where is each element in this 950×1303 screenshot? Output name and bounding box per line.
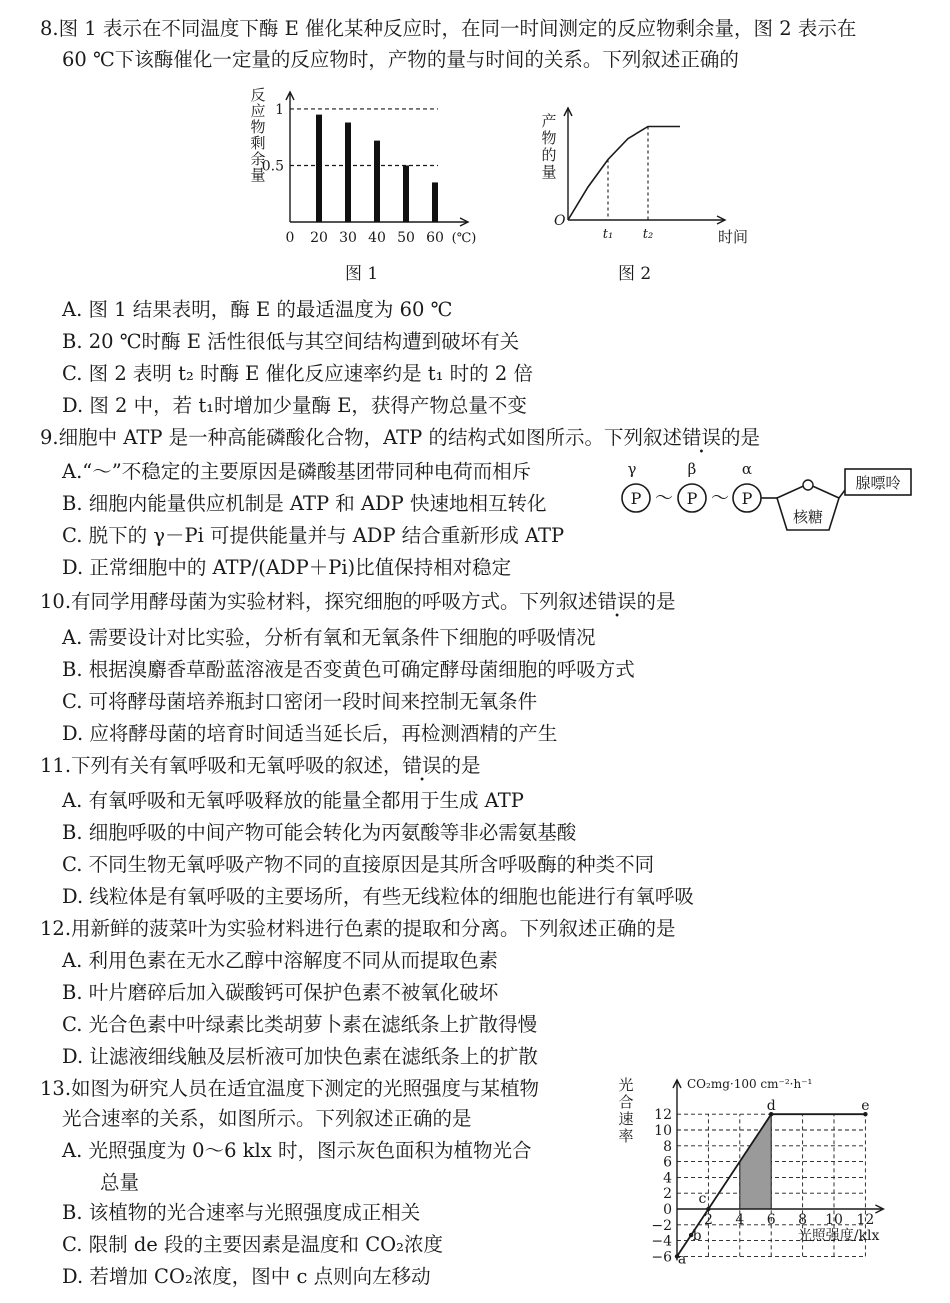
f3-y-tick-label: 8: [663, 1138, 672, 1155]
f3-x-label: 光照强度/klx: [797, 1228, 880, 1244]
q10-stem-emphasis: 错误: [597, 590, 637, 613]
q10-option-d: D. 应将酵母菌的培育时间适当延长后，再检测酒精的产生: [62, 722, 558, 745]
q12-stem: 12.用新鲜的菠菜叶为实验材料进行色素的提取和分离。下列叙述正确的是: [40, 917, 676, 940]
q9-option-a: A.“～”不稳定的主要原因是磷酸基团带同种电荷而相斥: [62, 460, 532, 483]
f1-bar: [403, 165, 409, 222]
f1-x-tick-label: 0: [285, 230, 295, 246]
atp-p-alpha: P: [741, 489, 753, 508]
q13-option-c: C. 限制 de 段的主要因素是温度和 CO₂浓度: [62, 1233, 443, 1256]
f3-y-tick-label: 6: [663, 1154, 672, 1171]
f1-x-unit-label: (℃): [451, 231, 477, 246]
atp-ring-oxygen: [803, 480, 813, 490]
q10-stem-pre: 10.有同学用酵母菌为实验材料，探究细胞的呼吸方式。下列叙述: [40, 590, 598, 613]
atp-alpha-label: α: [741, 460, 753, 478]
f3-ylabel-char: 合: [618, 1093, 634, 1111]
figure-1-caption: 图 1: [345, 264, 379, 284]
q10-stem: [40, 589, 676, 615]
q9-stem-emphasis: 错误: [682, 426, 722, 449]
f1-ylabel-char: 应: [250, 102, 266, 120]
f3-y-tick-label: −4: [651, 1233, 672, 1250]
f1-y-tick-label: 0.5: [261, 158, 284, 175]
q9-stem: [40, 425, 760, 451]
f3-x-tick-label: 2: [703, 1212, 713, 1228]
q11-option-c: C. 不同生物无氧呼吸产物不同的直接原因是其所含呼吸酶的种类不同: [62, 853, 655, 876]
q13-option-d: D. 若增加 CO₂浓度，图中 c 点则向左移动: [62, 1265, 431, 1288]
q8-option-d: D. 图 2 中，若 t₁时增加少量酶 E，获得产物总量不变: [62, 394, 527, 417]
f1-ylabel-char: 剩: [250, 134, 266, 152]
f3-x-tick-label: 12: [856, 1212, 875, 1228]
figure-1-bar-chart: [238, 82, 488, 252]
f2-x-mark: t₁: [602, 227, 614, 242]
figure-2-line-chart: [535, 100, 765, 250]
f2-x-label: 时间: [717, 228, 749, 246]
f2-ylabel-char: 物: [541, 129, 557, 147]
q12-option-b: B. 叶片磨碎后加入碳酸钙可保护色素不被氧化破坏: [62, 981, 499, 1004]
f2-curve: [568, 127, 680, 221]
q9-option-b: B. 细胞内能量供应机制是 ATP 和 ADP 快速地相互转化: [62, 492, 547, 515]
f2-x-mark: t₂: [642, 227, 654, 242]
f2-origin-label: O: [554, 213, 566, 229]
q10-option-c: C. 可将酵母菌培养瓶封口密闭一段时间来控制无氧条件: [62, 690, 538, 713]
q11-stem-post: 的是: [441, 754, 481, 777]
f3-point-label: a: [677, 1251, 687, 1268]
q10-option-a: A. 需要设计对比实验，分析有氧和无氧条件下细胞的呼吸情况: [62, 626, 596, 649]
q11-option-a: A. 有氧呼吸和无氧呼吸释放的能量全都用于生成 ATP: [62, 789, 524, 812]
q11-stem-emphasis: 错误: [402, 754, 442, 777]
f2-ylabel-char: 的: [541, 146, 557, 164]
f2-plot: [541, 108, 748, 246]
q13-option-a-cont: 总量: [100, 1171, 140, 1194]
q12-option-a: A. 利用色素在无水乙醇中溶解度不同从而提取色素: [62, 949, 498, 972]
atp-base-label: 腺嘌呤: [855, 474, 901, 492]
f1-ticks: [262, 102, 477, 246]
f1-y-tick-label: 1: [275, 101, 284, 118]
f3-y-tick-label: 10: [654, 1123, 672, 1139]
f3-y-tick-label: 0: [663, 1202, 672, 1218]
q8-stem-line2: 60 ℃下该酶催化一定量的反应物时，产物的量与时间的关系。下列叙述正确的: [62, 48, 739, 71]
f3-shaded-area: [740, 1114, 771, 1209]
f3-x-tick-label: 6: [766, 1212, 776, 1228]
f3-ylabel-char: 率: [618, 1127, 634, 1145]
q13-stem-line2: 光合速率的关系，如图所示。下列叙述正确的是: [62, 1107, 472, 1130]
atp-bond-sugar-base: [839, 490, 845, 498]
f3-point-label: b: [692, 1228, 702, 1245]
f1-ylabel-char: 量: [250, 166, 266, 184]
q13-stem-line1: 13.如图为研究人员在适宜温度下测定的光照强度与某植物: [40, 1077, 540, 1100]
f1-ylabel-char: 物: [250, 118, 266, 136]
f3-ylabel-char: 光: [618, 1076, 634, 1094]
f2-ylabel-char: 量: [541, 163, 557, 181]
atp-tilde-2: ～: [711, 488, 729, 509]
f1-x-tick-label: 20: [310, 230, 328, 246]
q8-option-a: A. 图 1 结果表明，酶 E 的最适温度为 60 ℃: [62, 298, 453, 321]
q10-stem-post: 的是: [636, 590, 676, 613]
atp-sugar-label: 核糖: [792, 508, 824, 526]
f3-point-label: c: [698, 1191, 707, 1207]
q11-stem-pre: 11.下列有关有氧呼吸和无氧呼吸的叙述，: [40, 754, 403, 777]
q11-option-b: B. 细胞呼吸的中间产物可能会转化为丙氨酸等非必需氨基酸: [62, 821, 577, 844]
q11-stem: [40, 753, 481, 779]
f3-ylabel-char: 速: [618, 1110, 634, 1128]
f1-x-tick-label: 50: [397, 230, 415, 246]
atp-p-gamma: P: [630, 489, 642, 508]
f3-point-label: e: [861, 1098, 870, 1115]
atp-structure-diagram: [615, 458, 915, 548]
q13-option-b: B. 该植物的光合速率与光照强度成正相关: [62, 1201, 421, 1224]
atp-beta-label: β: [687, 460, 697, 478]
figure-2-caption: 图 2: [618, 264, 652, 284]
q12-option-c: C. 光合色素中叶绿素比类胡萝卜素在滤纸条上扩散得慢: [62, 1013, 538, 1036]
f1-x-tick-label: 30: [339, 230, 357, 246]
f3-y-tick-label: −6: [651, 1249, 672, 1266]
f3-y-tick-label: 2: [663, 1186, 672, 1203]
atp-tilde-1: ～: [655, 488, 673, 509]
f3-y-tick-label: −2: [651, 1217, 672, 1234]
f3-y-tick-label: 4: [663, 1170, 672, 1187]
f3-x-tick-label: 8: [798, 1212, 808, 1228]
q13-option-a: A. 光照强度为 0～6 klx 时，图示灰色面积为植物光合: [62, 1139, 532, 1162]
q12-option-d: D. 让滤液细线触及层析液可加快色素在滤纸条上的扩散: [62, 1045, 538, 1068]
f1-ylabel-char: 反: [250, 86, 266, 104]
atp-gamma-label: γ: [627, 460, 637, 478]
f3-y-tick-label: 12: [654, 1107, 672, 1124]
f1-ylabel-char: 余: [250, 150, 266, 168]
q8-option-c: C. 图 2 表明 t₂ 时酶 E 催化反应速率约是 t₁ 时的 2 倍: [62, 362, 533, 385]
figure-3-photosynthesis-chart: [615, 1072, 915, 1272]
f1-x-tick-label: 60: [426, 230, 444, 246]
f2-ylabel-char: 产: [541, 112, 557, 130]
q9-stem-post: 的是: [721, 426, 761, 449]
f3-x-tick-label: 10: [825, 1212, 843, 1228]
q9-stem-pre: 9.细胞中 ATP 是一种高能磷酸化合物，ATP 的结构式如图所示。下列叙述: [40, 426, 682, 449]
q9-option-d: D. 正常细胞中的 ATP/(ADP＋Pi)比值保持相对稳定: [62, 556, 512, 579]
f3-point-label: d: [766, 1098, 776, 1115]
f1-bar: [432, 182, 438, 222]
f1-bar: [374, 141, 380, 222]
f1-bars: [316, 115, 438, 222]
f1-x-tick-label: 40: [368, 230, 386, 246]
f3-point: [706, 1207, 710, 1211]
q8-stem-line1: 8.图 1 表示在不同温度下酶 E 催化某种反应时，在同一时间测定的反应物剩余量，图 2 表示在: [40, 17, 857, 40]
q11-option-d: D. 线粒体是有氧呼吸的主要场所，有些无线粒体的细胞也能进行有氧呼吸: [62, 885, 694, 908]
q8-option-b: B. 20 ℃时酶 E 活性很低与其空间结构遭到破坏有关: [62, 330, 520, 353]
f1-bar: [316, 115, 322, 222]
f3-unit-label: CO₂mg·100 cm⁻²·h⁻¹: [687, 1077, 813, 1091]
q9-option-c: C. 脱下的 γ－Pi 可提供能量并与 ADP 结合重新形成 ATP: [62, 524, 565, 547]
f3-plot: [618, 1076, 883, 1267]
q10-option-b: B. 根据溴麝香草酚蓝溶液是否变黄色可确定酵母菌细胞的呼吸方式: [62, 658, 635, 681]
f1-bar: [345, 123, 351, 222]
f3-x-tick-label: 4: [735, 1212, 745, 1228]
atp-p-beta: P: [686, 489, 698, 508]
